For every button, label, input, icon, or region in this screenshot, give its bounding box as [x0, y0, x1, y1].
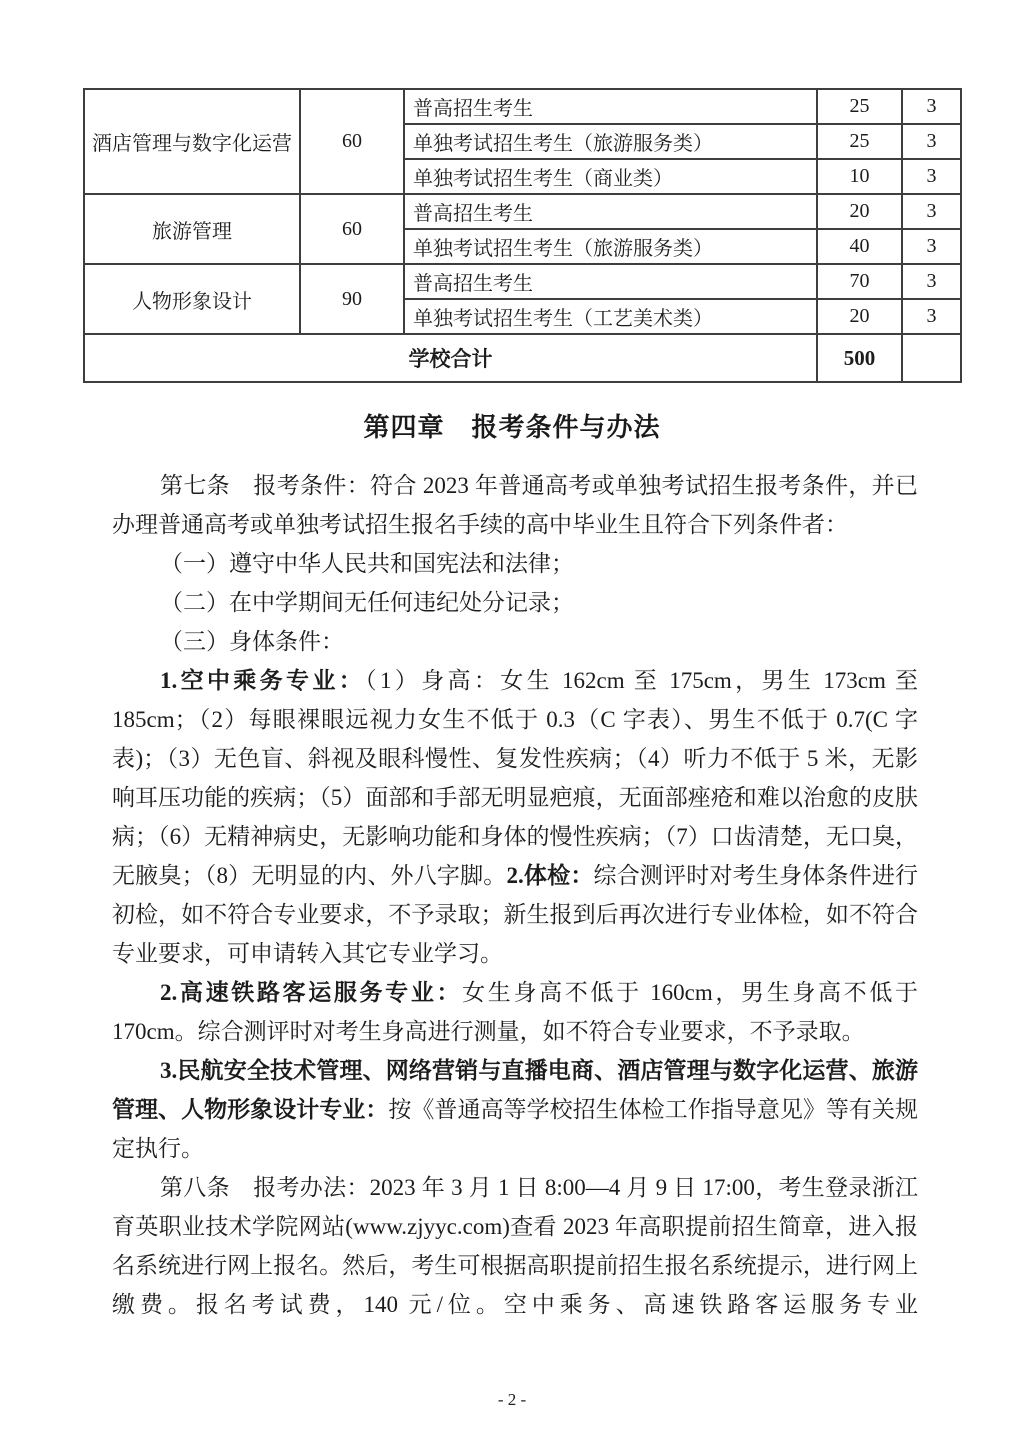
years-cell: 3	[902, 194, 961, 229]
years-cell: 3	[902, 159, 961, 194]
text-run: 综合测评时对考生身体条件进行初检，如不符合专业要求，不予录取；新生报到后再次进行专业体检，如不符合专业要求，可申请转入其它专业学习。	[112, 863, 919, 966]
text-run: （三）身体条件：	[160, 629, 344, 654]
bold-text-run: 3.民航安全技术管理、网络营销与直播电商、酒店管理与数字化运营、旅游管理、人物形象设计专业：	[112, 1058, 918, 1122]
physical-item-2-high-speed-rail	[112, 973, 918, 1051]
physical-item-1-air-crew	[112, 661, 918, 973]
category-cell: 单独考试招生考生（商业类）	[404, 159, 817, 194]
condition-2	[112, 583, 918, 622]
category-cell: 单独考试招生考生（旅游服务类）	[404, 229, 817, 264]
program-cell: 人物形象设计	[84, 264, 300, 334]
count-cell: 70	[817, 264, 902, 299]
bold-text-run: 2.体检：	[506, 863, 594, 888]
years-cell: 3	[902, 124, 961, 159]
condition-1	[112, 544, 918, 583]
bold-text-run: 2.高速铁路客运服务专业：	[160, 980, 463, 1005]
count-cell: 40	[817, 229, 902, 264]
count-cell: 25	[817, 124, 902, 159]
years-cell	[902, 334, 961, 382]
plan-cell: 60	[300, 89, 404, 194]
count-cell: 10	[817, 159, 902, 194]
chapter-title: 第四章 报考条件与办法	[363, 413, 661, 442]
years-cell: 3	[902, 264, 961, 299]
count-cell: 20	[817, 194, 902, 229]
count-cell: 20	[817, 299, 902, 334]
table-row	[84, 194, 961, 229]
count-cell: 500	[817, 334, 902, 382]
text-run: 第八条 报考办法：2023 年 3 月 1 日 8:00—4 月 9 日 17:00，考生登录浙江育英职业技术学院网站(www.zjyyc.com)查看 2023 年高职提前招生简章，进入报名系统进行网上报名。然后，考生可根据高职提前招生报名系统提示，进行网上缴费。报名考试费，140 元/位。空中乘务、高速铁路客运服务专业	[112, 1175, 918, 1317]
condition-3	[112, 622, 918, 661]
article-7-requirements	[112, 466, 918, 544]
category-cell: 单独考试招生考生（旅游服务类）	[404, 124, 817, 159]
text-run: （一）遵守中华人民共和国宪法和法律；	[160, 551, 574, 576]
years-cell: 3	[902, 299, 961, 334]
category-cell: 普高招生考生	[404, 194, 817, 229]
category-cell: 普高招生考生	[404, 89, 817, 124]
text-run: 第七条 报考条件：符合 2023 年普通高考或单独考试招生报考条件，并已办理普通高考或单独考试招生报名手续的高中毕业生且符合下列条件者：	[112, 473, 918, 537]
plan-cell: 60	[300, 194, 404, 264]
years-cell: 3	[902, 229, 961, 264]
table-row	[84, 264, 961, 299]
text-run: （1）身高：女生 162cm 至 175cm，男生 173cm 至 185cm；（2）每眼裸眼远视力女生不低于 0.3（C 字表）、男生不低于 0.7(C 字表)；（3）无色盲、斜视及眼科慢性、复发性疾病；（4）听力不低于 5 米，无影响耳压功能的疾病；（5）面部和手部无明显疤痕，无面部痤疮和难以治愈的皮肤病；（6）无精神病史，无影响功能和身体的慢性疾病；（7）口齿清楚，无口臭，无腋臭；（8）无明显的内、外八字脚。	[112, 668, 919, 888]
program-cell: 旅游管理	[84, 194, 300, 264]
years-cell: 3	[902, 89, 961, 124]
text-run: 女生身高不低于 160cm，男生身高不低于 170cm。综合测评时对考生身高进行测量，如不符合专业要求，不予录取。	[112, 980, 918, 1044]
total-label-cell: 学校合计	[84, 334, 817, 382]
article-8-application-method	[112, 1168, 918, 1324]
bold-text-run: 1.空中乘务专业：	[160, 668, 366, 693]
program-cell: 酒店管理与数字化运营	[84, 89, 300, 194]
plan-cell: 90	[300, 264, 404, 334]
table-row	[84, 89, 961, 124]
category-cell: 普高招生考生	[404, 264, 817, 299]
table-row	[84, 334, 961, 382]
physical-item-3-other-majors	[112, 1051, 918, 1168]
document-body	[112, 466, 918, 1324]
enrollment-quota-table	[83, 88, 962, 383]
page-number: - 2 -	[497, 1390, 527, 1409]
text-run: 按《普通高等学校招生体检工作指导意见》等有关规定执行。	[112, 1097, 919, 1161]
category-cell: 单独考试招生考生（工艺美术类）	[404, 299, 817, 334]
text-run: （二）在中学期间无任何违纪处分记录；	[160, 590, 574, 615]
count-cell: 25	[817, 89, 902, 124]
